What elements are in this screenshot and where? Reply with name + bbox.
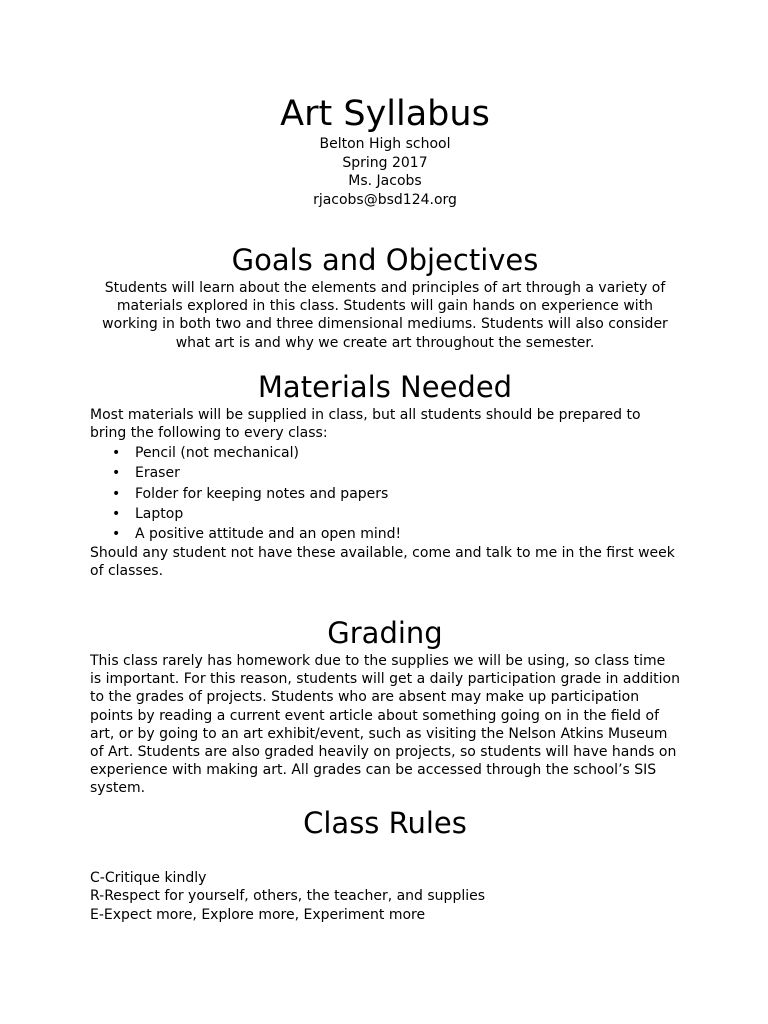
list-item-text: A positive attitude and an open mind! — [135, 526, 402, 543]
list-item-text: Folder for keeping notes and papers — [135, 485, 389, 502]
list-item-text: Pencil (not mechanical) — [135, 445, 299, 461]
rule-critique: C-Critique kindly — [90, 870, 207, 886]
teacher-email: rjacobs@bsd124.org — [313, 191, 457, 208]
bullet-icon: • — [112, 485, 121, 502]
list-item-text: Eraser — [135, 465, 180, 482]
teacher-name: Ms. Jacobs — [348, 173, 422, 189]
rule-expect: E-Expect more, Explore more, Experiment more — [90, 906, 426, 923]
course-info — [90, 135, 680, 209]
list-item — [90, 443, 680, 463]
grading-text: This class rarely has homework due to the supplies we will be using, so class time is important. For this reason, students will get a daily participation grade in addition to the grades of projects. Students who are absent may make up participation points by reading a current event article about something going on in the field of art, or by going to an art exhibit/event, such as visiting the Nelson Atkins Museum of Art. Students are also graded heavily on projects, so students will have hands on experience with making art. All grades can be accessed through the school’s SIS system. — [90, 653, 680, 797]
materials-outro: Should any student not have these available, come and talk to me in the first week of classes. — [90, 545, 675, 580]
rules-heading: Class Rules — [303, 806, 467, 840]
bullet-icon: • — [112, 505, 121, 522]
bullet-icon: • — [112, 465, 121, 482]
materials-intro: Most materials will be supplied in class, but all students should be prepared to bring the following to every class: — [90, 407, 641, 442]
list-item-text: Laptop — [135, 505, 184, 522]
bullet-icon: • — [112, 445, 121, 461]
rules-list — [90, 869, 680, 924]
school-name: Belton High school — [319, 136, 451, 152]
goals-text: Students will learn about the elements and principles of art through a variety of materials explored in this class. Students will gain hands on experience with working in both two and three dimensional mediums. Students will also consider what art is and why we create art throughout the semester. — [102, 280, 668, 351]
term: Spring 2017 — [342, 154, 428, 171]
list-item — [90, 524, 680, 544]
goals-heading: Goals and Objectives — [231, 243, 539, 277]
materials-heading: Materials Needed — [257, 370, 513, 404]
list-item — [90, 463, 680, 483]
list-item — [90, 504, 680, 524]
bullet-icon: • — [112, 526, 121, 543]
document-title: Art Syllabus — [280, 94, 490, 134]
grading-heading: Grading — [327, 616, 443, 650]
materials-list — [90, 443, 680, 544]
list-item — [90, 484, 680, 504]
rule-respect: R-Respect for yourself, others, the teacher, and supplies — [90, 888, 486, 905]
